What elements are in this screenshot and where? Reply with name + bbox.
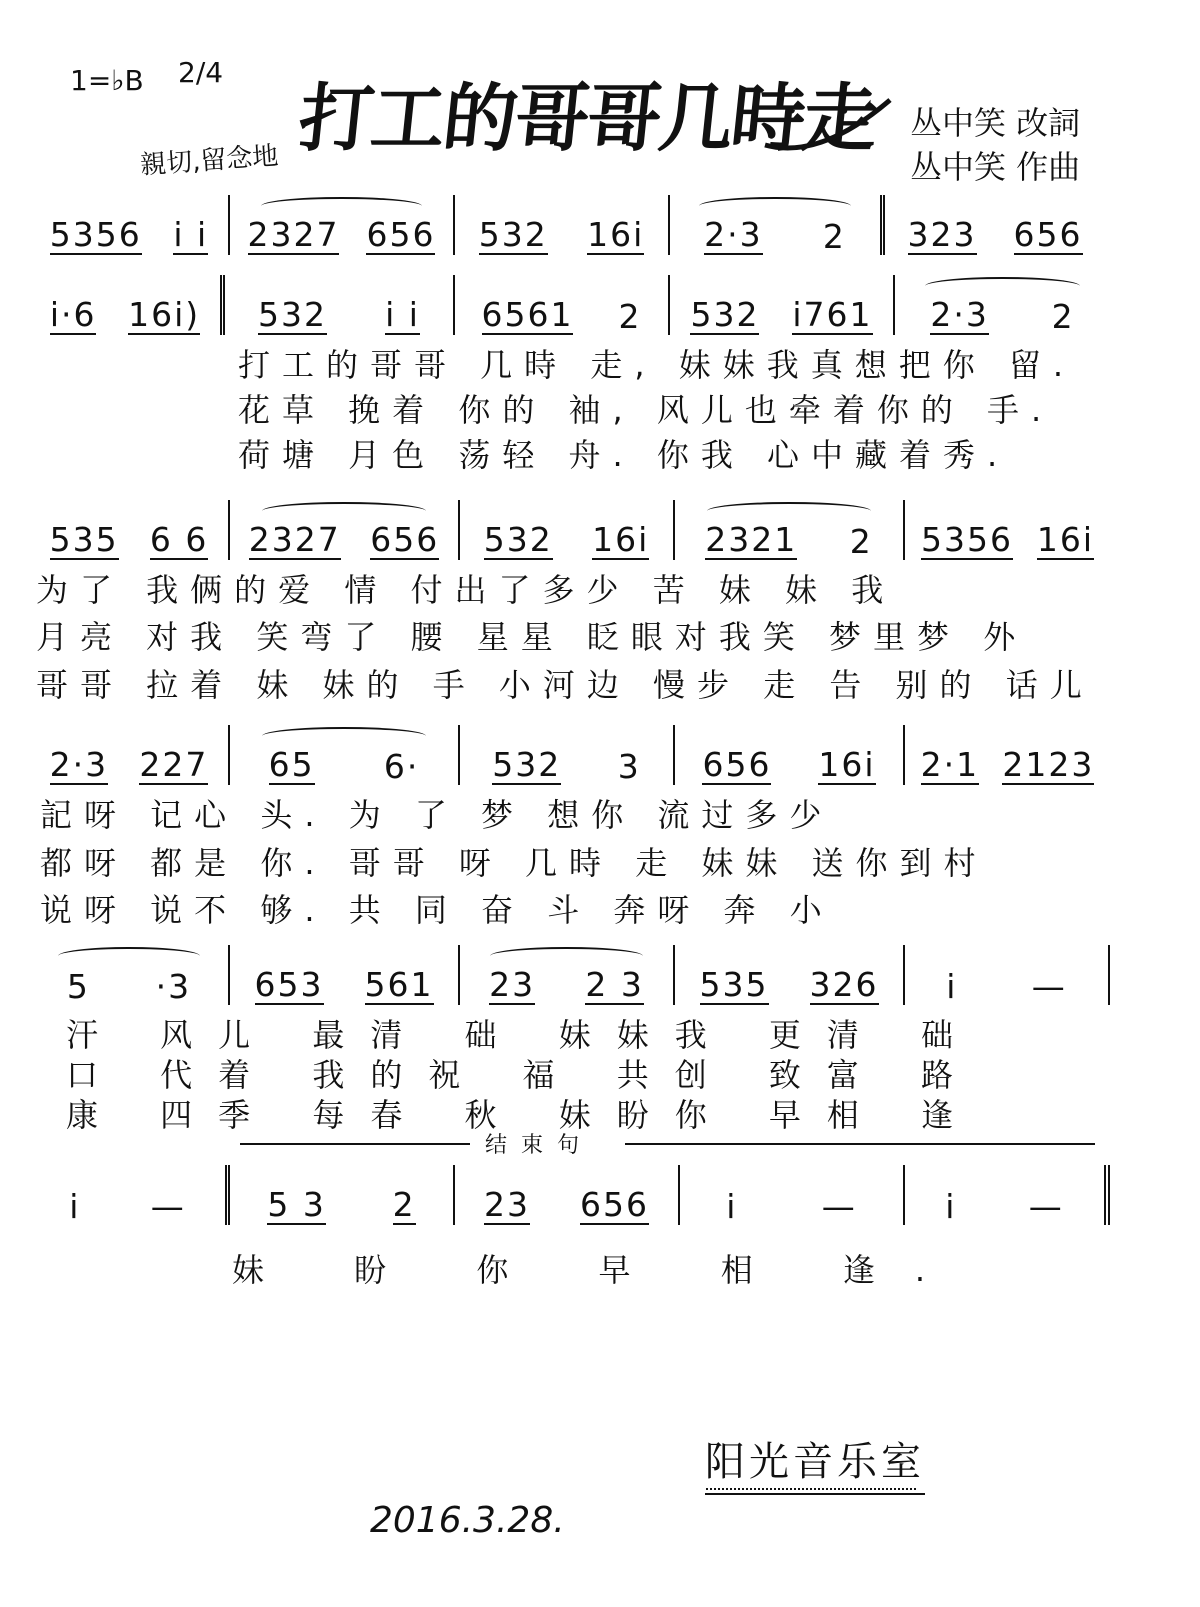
note-group: 532 bbox=[258, 295, 328, 334]
note-group: 656 bbox=[1013, 215, 1083, 254]
lyric-line: 说呀 说不 够. 共 同 奋 斗 奔呀 奔 小 bbox=[40, 891, 834, 929]
measure bbox=[675, 725, 905, 785]
measure bbox=[455, 1165, 680, 1225]
note-group: 2 bbox=[618, 297, 642, 336]
ending-bracket-left bbox=[240, 1143, 470, 1145]
measure bbox=[460, 500, 675, 560]
note-group: i i bbox=[385, 295, 420, 334]
note-group: 2 bbox=[849, 522, 873, 561]
measure bbox=[905, 945, 1110, 1005]
measure bbox=[675, 500, 905, 560]
note-group: — bbox=[1028, 1187, 1064, 1226]
note-group: 5 3 bbox=[267, 1185, 326, 1224]
lyric-line: 月亮 对我 笑弯了 腰 星星 眨眼对我笑 梦里梦 外 bbox=[36, 618, 1028, 656]
lyric-line: 口 代着 我的祝 福 共创 致富 路 bbox=[66, 1056, 980, 1094]
note-group: 16i bbox=[1036, 520, 1095, 559]
ending-bracket-right bbox=[625, 1143, 1095, 1145]
lyricist-credit: 丛中笑 改詞 bbox=[910, 104, 1081, 142]
note-group: i bbox=[946, 967, 958, 1006]
note-group: 532 bbox=[483, 520, 553, 559]
note-group: 2 3 bbox=[585, 965, 644, 1004]
note-group: 2 bbox=[392, 1185, 416, 1224]
note-group: ·3 bbox=[155, 967, 192, 1006]
time-signature: 2/4 bbox=[178, 56, 224, 89]
tempo-marking: 親切,留念地 bbox=[139, 141, 280, 181]
score-system-3 bbox=[30, 500, 1110, 560]
stamp-underline bbox=[706, 1488, 916, 1490]
note-group: 532 bbox=[690, 295, 760, 334]
slur bbox=[699, 197, 850, 215]
note-group: i bbox=[945, 1187, 957, 1226]
note-group: 2·1 bbox=[920, 745, 980, 784]
lyric-line: 打工的哥哥 几時 走, 妹妹我真想把你 留. bbox=[238, 346, 1076, 384]
note-group: i bbox=[726, 1187, 738, 1226]
score-system-1 bbox=[30, 195, 1110, 255]
note-group: 65 bbox=[268, 745, 315, 784]
measure bbox=[225, 275, 455, 335]
measure bbox=[30, 725, 230, 785]
note-group: i761 bbox=[792, 295, 873, 334]
note-group: 5356 bbox=[49, 215, 142, 254]
song-title: 打工的哥哥几時走 bbox=[294, 76, 880, 162]
composer-credit: 丛中笑 作曲 bbox=[910, 148, 1081, 186]
measure bbox=[230, 195, 455, 255]
measure bbox=[675, 945, 905, 1005]
note-group: 6 6 bbox=[149, 520, 209, 559]
measure bbox=[885, 195, 1105, 255]
slur bbox=[490, 947, 643, 965]
key-signature: 1=♭B bbox=[70, 64, 144, 97]
measure bbox=[670, 195, 885, 255]
measure bbox=[30, 1165, 230, 1225]
lyric-line: 康 四季 每春 秋 妹盼你 早相 逢 bbox=[66, 1096, 980, 1134]
note-group: 2321 bbox=[705, 520, 798, 559]
measure bbox=[230, 500, 460, 560]
lyric-line: 荷塘 月色 荡轻 舟. 你我 心中藏着秀. bbox=[238, 436, 1010, 474]
slur bbox=[262, 727, 426, 745]
note-group: i bbox=[69, 1187, 81, 1226]
note-group: 23 bbox=[489, 965, 536, 1004]
slur bbox=[58, 947, 201, 965]
lyric-line: 都呀 都是 你. 哥哥 呀 几時 走 妹妹 送你到村 bbox=[40, 844, 988, 882]
note-group: 656 bbox=[702, 745, 772, 784]
note-group: 16i bbox=[587, 215, 645, 254]
note-group: 535 bbox=[49, 520, 119, 559]
measure bbox=[905, 1165, 1110, 1225]
note-group: 2 bbox=[1051, 297, 1075, 336]
note-group: 23 bbox=[484, 1185, 530, 1224]
measure bbox=[30, 275, 225, 335]
note-group: 3 bbox=[617, 747, 641, 786]
note-group: 323 bbox=[907, 215, 977, 254]
measure bbox=[455, 195, 670, 255]
score-system-6 bbox=[30, 1165, 1110, 1225]
note-group: 2 bbox=[822, 217, 846, 256]
note-group: 5356 bbox=[920, 520, 1013, 559]
note-group: 535 bbox=[699, 965, 769, 1004]
note-group: 656 bbox=[580, 1185, 649, 1224]
note-group: — bbox=[821, 1187, 857, 1226]
note-group: 16i bbox=[818, 745, 876, 784]
measure bbox=[905, 500, 1110, 560]
lyric-line: 哥哥 拉着 妹 妹的 手 小河边 慢步 走 告 别的 话儿 bbox=[36, 666, 1094, 704]
lyric-line: 記呀 记心 头. 为 了 梦 想你 流过多少 bbox=[40, 796, 834, 834]
measure bbox=[230, 725, 460, 785]
note-group: 227 bbox=[139, 745, 209, 784]
measure bbox=[460, 725, 675, 785]
note-group: i·6 bbox=[49, 295, 97, 334]
note-group: 2123 bbox=[1002, 745, 1095, 784]
measure bbox=[895, 275, 1110, 335]
title-flourish bbox=[760, 90, 900, 160]
measure bbox=[30, 500, 230, 560]
measure bbox=[30, 195, 230, 255]
studio-stamp: 阳光音乐室 bbox=[705, 1430, 925, 1495]
measure bbox=[680, 1165, 905, 1225]
measure bbox=[670, 275, 895, 335]
ending-label: 结束句 bbox=[485, 1133, 594, 1158]
note-group: i i bbox=[173, 215, 209, 254]
measure bbox=[30, 945, 230, 1005]
slur bbox=[925, 277, 1080, 295]
note-group: 656 bbox=[370, 520, 440, 559]
note-group: 2327 bbox=[247, 215, 340, 254]
measure bbox=[230, 945, 460, 1005]
note-group: 532 bbox=[478, 215, 548, 254]
measure bbox=[905, 725, 1110, 785]
note-group: 2·3 bbox=[49, 745, 109, 784]
note-group: — bbox=[150, 1187, 186, 1226]
slur bbox=[707, 502, 871, 520]
note-group: 2·3 bbox=[704, 215, 763, 254]
measure bbox=[455, 275, 670, 335]
slur bbox=[261, 197, 422, 215]
note-group: 656 bbox=[366, 215, 436, 254]
note-group: 2·3 bbox=[930, 295, 989, 334]
note-group: 6· bbox=[383, 747, 420, 786]
note-group: 561 bbox=[364, 965, 434, 1004]
lyric-line: 妹 盼 你 早 相 逢. bbox=[232, 1251, 966, 1289]
lyric-line: 花草 挽着 你的 袖, 风儿也牵着你的 手. bbox=[238, 391, 1054, 429]
lyric-line: 汗 风儿 最清 础 妹妹我 更清 础 bbox=[66, 1016, 980, 1054]
score-system-5 bbox=[30, 945, 1110, 1005]
measure bbox=[460, 945, 675, 1005]
score-system-2 bbox=[30, 275, 1110, 335]
note-group: 5 bbox=[66, 967, 90, 1006]
date: 2016.3.28. bbox=[370, 1500, 565, 1541]
note-group: 16i bbox=[592, 520, 650, 559]
note-group: 16i) bbox=[128, 295, 201, 334]
note-group: 6561 bbox=[481, 295, 574, 334]
note-group: 532 bbox=[492, 745, 562, 784]
measure bbox=[230, 1165, 455, 1225]
note-group: — bbox=[1031, 967, 1067, 1006]
note-group: 326 bbox=[809, 965, 879, 1004]
note-group: 653 bbox=[254, 965, 324, 1004]
slur bbox=[262, 502, 426, 520]
lyric-line: 为了 我俩的爱 情 付出了多少 苦 妹 妹 我 bbox=[36, 571, 896, 609]
score-system-4 bbox=[30, 725, 1110, 785]
note-group: 2327 bbox=[248, 520, 341, 559]
